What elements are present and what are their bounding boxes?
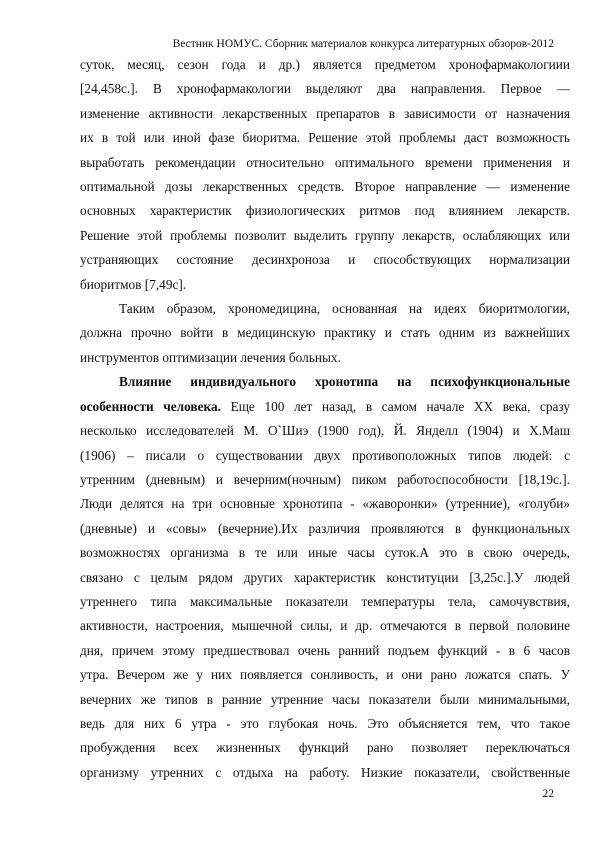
- text-line: организму утренних с отдыха на работу. Низкие показатели, свойственные: [80, 764, 570, 780]
- text-line: [24,458с.]. В хронофармакологии выделяют два направления. Первое —: [80, 81, 570, 97]
- text-line: инструментов оптимизации лечения больных.: [80, 349, 341, 365]
- text-line: [80, 395, 570, 419]
- text-line: утренним (дневным) и вечерним(ночным) пиком работоспособности [18,19с.].: [80, 471, 570, 487]
- text-line: активности, настроения, мышечной силы, и др. отмечаются в первой половине: [80, 618, 570, 634]
- text-line: утра. Вечером же у них появляется сонливость, и они рано ложатся спать. У: [80, 667, 570, 683]
- text-line: Люди делятся на три основные хронотипа - «жаворонки» (утренние), «голуби»: [80, 496, 570, 512]
- paragraph-chronopharmacology: [80, 53, 570, 297]
- journal-header: Вестник НОМУС. Сборник материалов конкурса литературных обзоров-2012: [172, 38, 554, 50]
- text-line: биоритмов [7,49с].: [80, 276, 187, 292]
- text-line: несколько исследователей М. О`Шиэ (1900 год), Й. Янделл (1904) и Х.Маш: [80, 423, 570, 439]
- text-line: вечерних же типов в ранние утренние часы показатели были минимальными,: [80, 691, 570, 707]
- text-line: их в той или иной фазе биоритма. Решение этой проблемы даст возможность: [80, 130, 570, 146]
- text-line: Таким образом, хрономедицина, основанная на идеях биоритмологии,: [119, 301, 570, 317]
- paragraph-chronotype: [80, 370, 570, 785]
- section-heading-end: особенности человека.: [80, 398, 221, 414]
- text-line: устраняющих состояние десинхроноза и способствующих нормализации: [80, 252, 570, 268]
- text-line: ведь для них 6 утра - это глубокая ночь. Это объясняется тем, что такое: [80, 715, 570, 731]
- paragraph-chronomedicine: [80, 297, 570, 370]
- text-line: должна прочно войти в медицинскую практику и стать одним из важнейших: [80, 325, 570, 341]
- text-line: выработать рекомендации относительно оптимального времени применения и: [80, 154, 570, 170]
- section-heading: Влияние индивидуального хронотипа на психофункциональные: [119, 374, 570, 390]
- text-line: возможностях организма в те или иные часы суток.А это в свою очередь,: [80, 545, 570, 561]
- text-line: дня, причем этому предшествовал очень ранний подъем функций - в 6 часов: [80, 642, 570, 658]
- page-number: 22: [542, 788, 554, 800]
- text-line: Решение этой проблемы позволит выделить группу лекарств, ослабляющих или: [80, 227, 570, 243]
- text-line: (1906) – писали о существовании двух противоположных типов людей: с: [80, 447, 570, 463]
- text-line: (дневные) и «совы» (вечерние).Их различия проявляются в функциональных: [80, 520, 570, 536]
- text-line: основных характеристик физиологических ритмов под влиянием лекарств.: [80, 203, 570, 219]
- text-line: суток, месяц, сезон года и др.) является предметом хронофармакологиии: [80, 57, 570, 72]
- text-line: связано с целым рядом других характеристик конституции [3,25с.].У людей: [80, 569, 570, 585]
- text-line: оптимальной дозы лекарственных средств. Второе направление — изменение: [80, 179, 570, 195]
- text-line: изменение активности лекарственных препаратов в зависимости от назначения: [80, 105, 570, 121]
- text-line: пробуждения всех жизненных функций рано позволяет переключаться: [80, 740, 570, 756]
- article-body: [80, 53, 570, 785]
- text-fragment: Еще 100 лет назад, в самом начале XX века, сразу: [220, 398, 570, 414]
- text-line: утреннего типа максимальные показатели температуры тела, самочувствия,: [80, 593, 570, 609]
